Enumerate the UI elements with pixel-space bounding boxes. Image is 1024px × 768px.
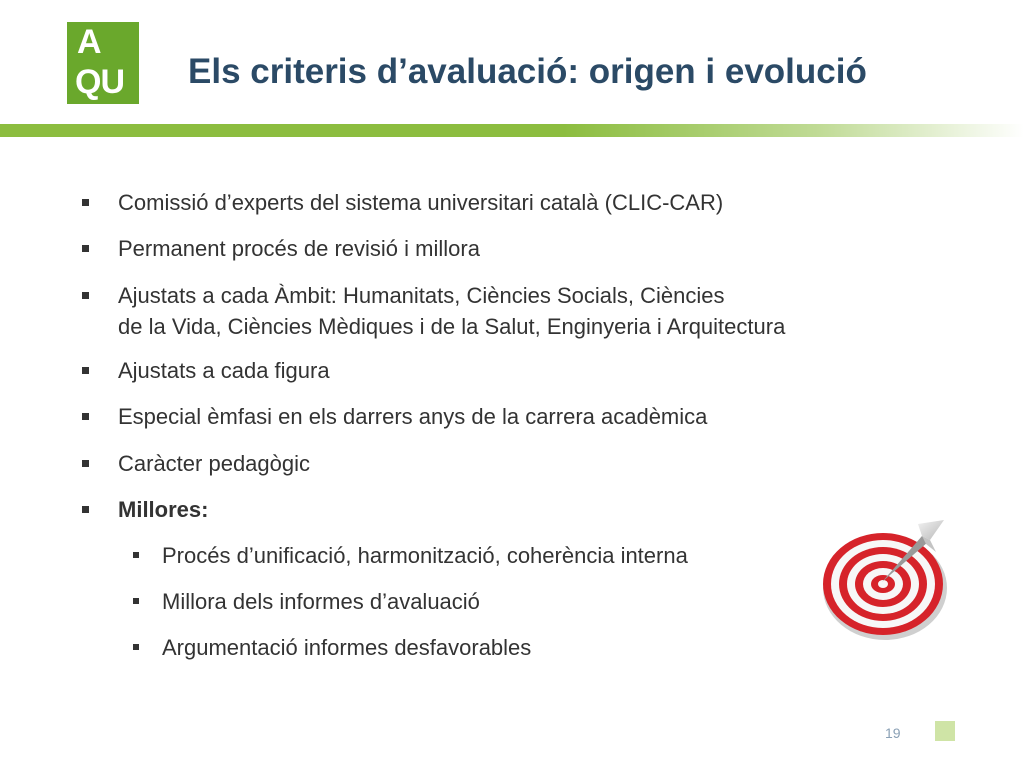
sub-bullet-marker [133,552,139,558]
sub-bullet-item [162,540,688,571]
logo-line-1: A [77,23,102,61]
sub-bullet-marker [133,644,139,650]
bullet-text: Millores: [118,497,209,522]
bullet-marker [82,413,89,420]
bullet-text: Especial èmfasi en els darrers anys de la carrera acadèmica [118,404,708,429]
bullet-marker [82,506,89,513]
bullet-marker [82,199,89,206]
bullet-item [118,187,723,218]
logo-line-2: QU [75,63,124,101]
sub-bullet-marker [133,598,139,604]
bullet-marker [82,460,89,467]
bullet-text: Caràcter pedagògic [118,451,311,476]
bullet-text: Permanent procés de revisió i millora [118,236,480,261]
bullet-item-continuation [118,311,785,342]
sub-bullet-item [162,586,480,617]
title-divider [0,124,1024,137]
bullet-item [118,233,480,264]
bullet-marker [82,367,89,374]
bullet-item [118,494,208,525]
bullet-text-line1: Ajustats a cada Àmbit: Humanitats, Ciències Socials, Ciències [118,283,725,308]
page-number: 19 [885,725,901,741]
bullet-item [118,401,707,432]
sub-bullet-text: Procés d’unificació, harmonització, coherència interna [162,543,688,568]
bullet-marker [82,292,89,299]
aqu-logo [67,22,139,104]
bullet-item [118,448,310,479]
footer-square-decoration [935,721,955,741]
bullet-marker [82,245,89,252]
bullet-text: Ajustats a cada figura [118,358,330,383]
target-icon [822,518,952,643]
bullet-item [118,355,330,386]
sub-bullet-item [162,632,531,663]
bullet-text: Comissió d’experts del sistema universitari català (CLIC-CAR) [118,190,724,215]
bullet-item [118,280,724,311]
slide-title: Els criteris d’avaluació: origen i evolució [188,52,867,91]
sub-bullet-text: Argumentació informes desfavorables [162,635,532,660]
sub-bullet-text: Millora dels informes d’avaluació [162,589,480,614]
bullet-text-line2: de la Vida, Ciències Mèdiques i de la Salut, Enginyeria i Arquitectura [118,314,786,339]
